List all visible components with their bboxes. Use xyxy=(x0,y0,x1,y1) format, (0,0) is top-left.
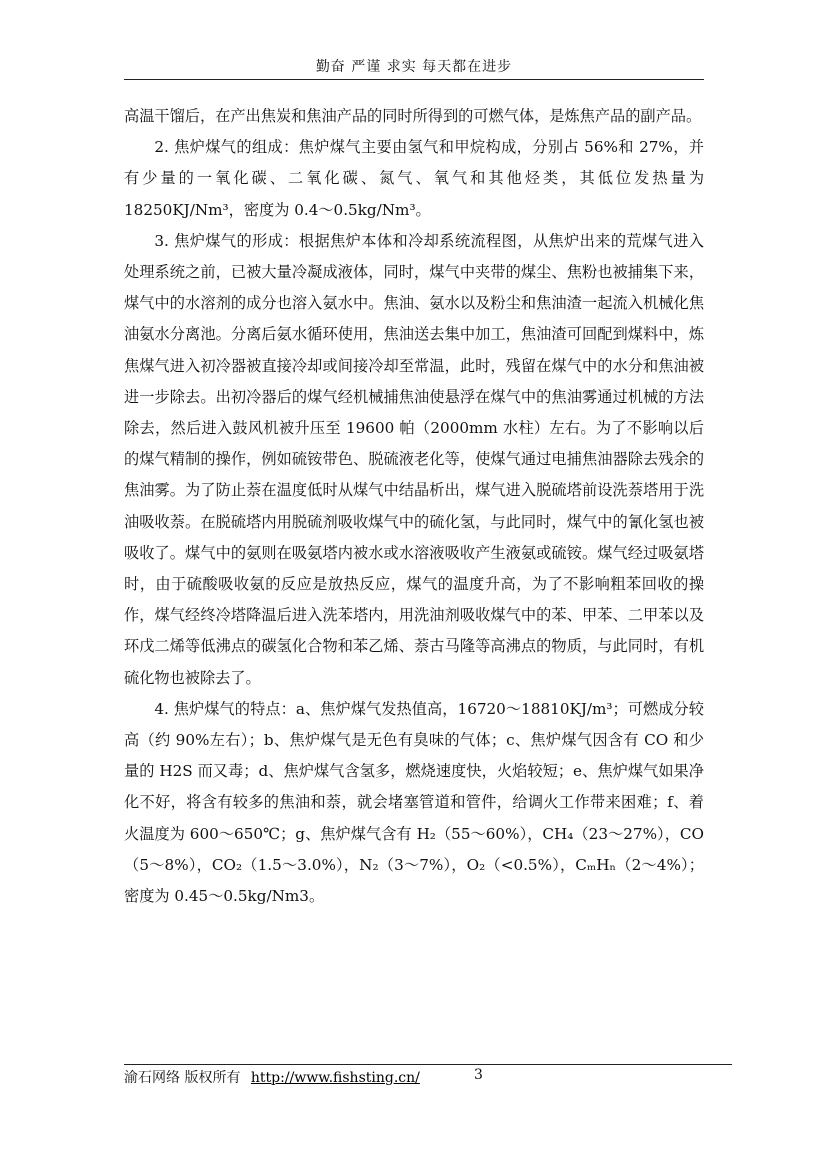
paragraph-3: 3. 焦炉煤气的形成：根据焦炉本体和冷却系统流程图，从焦炉出来的荒煤气进入处理系统之前，已被大量冷凝成液体，同时，煤气中夹带的煤尘、焦粉也被捕集下来，煤气中的水溶剂的成分也溶入氨水中。焦油、氨水以及粉尘和焦油渣一起流入机械化焦油氨水分离池。分离后氨水循环使用，焦油送去集中加工，焦油渣可回配到煤料中，炼焦煤气进入初冷器被直接冷却或间接冷却至常温，此时，残留在煤气中的水分和焦油被进一步除去。出初冷器后的煤气经机械捕焦油使悬浮在煤气中的焦油雾通过机械的方法除去，然后进入鼓风机被升压至 19600 帕（2000mm 水柱）左右。为了不影响以后的煤气精制的操作，例如硫铵带色、脱硫液老化等，使煤气通过电捕焦油器除去残余的焦油雾。为了防止萘在温度低时从煤气中结晶析出，煤气进入脱硫塔前设洗萘塔用于洗油吸收萘。在脱硫塔内用脱硫剂吸收煤气中的硫化氢，与此同时，煤气中的氰化氢也被吸收了。煤气中的氨则在吸氨塔内被水或水溶液吸收产生液氨或硫铵。煤气经过吸氨塔时，由于硫酸吸收氨的反应是放热反应，煤气的温度升高，为了不影响粗苯回收的操作，煤气经终冷塔降温后进入洗苯塔内，用洗油剂吸收煤气中的苯、甲苯、二甲苯以及环戊二烯等低沸点的碳氢化合物和苯乙烯、萘古马隆等高沸点的物质，与此同时，有机硫化物也被除去了。 xyxy=(124,231,704,687)
header-divider xyxy=(124,79,704,80)
paragraph-4: 4. 焦炉煤气的特点：a、焦炉煤气发热值高，16720～18810KJ/m³；可燃成分较高（约 90%左右）；b、焦炉煤气是无色有臭味的气体；c、焦炉煤气因含有 CO 和少量的 H2S 而又毒；d、焦炉煤气含氢多，燃烧速度快，火焰较短；e、焦炉煤气如果净化不好，将含有较多的焦油和萘，就会堵塞管道和管件，给调火工作带来困难；f、着火温度为 600～650℃；g、焦炉煤气含有 H₂（55～60%），CH₄（23～27%），CO（5～8%），CO₂（1.5～3.0%），N₂（3～7%），O₂（<0.5%），CₘHₙ（2～4%）；密度为 0.45～0.5kg/Nm3。 xyxy=(124,699,704,906)
document-body xyxy=(124,101,704,912)
footer-website-link[interactable]: http://www.fishsting.cn/ xyxy=(250,1070,420,1086)
page-number: 3 xyxy=(474,1067,483,1083)
footer-copyright: 渝石网络 版权所有 xyxy=(124,1070,241,1086)
paragraph-2: 2. 焦炉煤气的组成：焦炉煤气主要由氢气和甲烷构成，分别占 56%和 27%，并有少量的一氧化碳、二氧化碳、氮气、氧气和其他烃类，其低位发热量为 18250KJ/Nm³，密度为 0.4～0.5kg/Nm³。 xyxy=(124,138,704,219)
paragraph-1: 高温干馏后，在产出焦炭和焦油产品的同时所得到的可燃气体，是炼焦产品的副产品。 xyxy=(124,107,702,125)
page-footer xyxy=(124,1067,483,1087)
footer-divider xyxy=(124,1064,732,1065)
page-header-motto: 勤奋 严谨 求实 每天都在进步 xyxy=(315,59,513,75)
